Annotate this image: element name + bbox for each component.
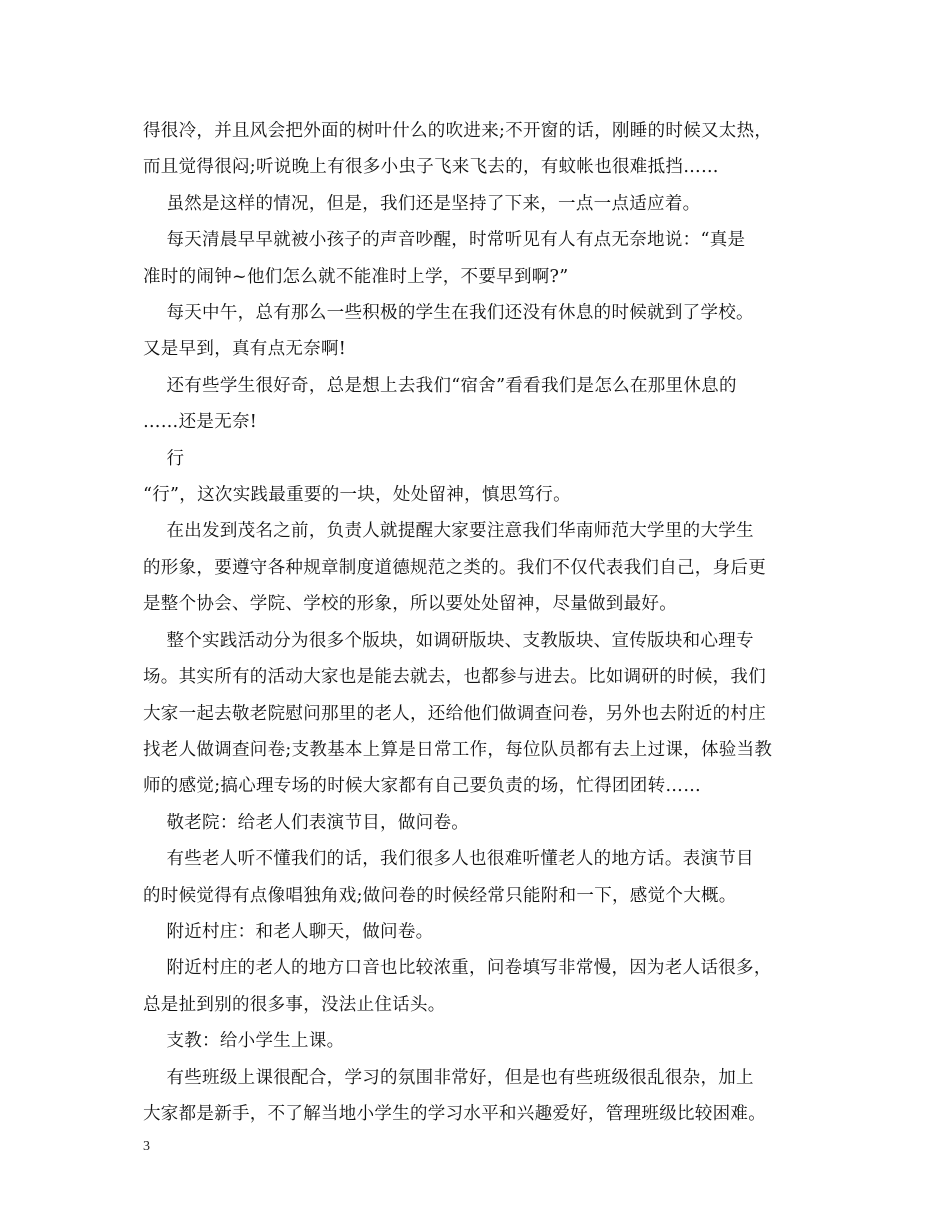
body-text (143, 113, 823, 1132)
text-line: 还有些学生很好奇，总是想上去我们“宿舍”看看我们是怎么在那里休息的 (143, 375, 737, 396)
text-line: 敬老院：给老人们表演节目，做问卷。 (143, 812, 470, 833)
text-line: 大家一起去敬老院慰问那里的老人，还给他们做调查问卷，另外也去附近的村庄 (143, 703, 766, 724)
text-line: 支教：给小学生上课。 (143, 1031, 345, 1052)
page-number: 3 (143, 1139, 150, 1154)
text-line: 在出发到茂名之前，负责人就提醒大家要注意我们华南师范大学里的大学生 (143, 521, 754, 542)
text-line: 有些老人听不懂我们的话，我们很多人也很难听懂老人的地方话。表演节目 (143, 849, 754, 870)
text-line: “行”，这次实践最重要的一块，处处留神，慎思笃行。 (143, 485, 571, 506)
text-line: 虽然是这样的情况，但是，我们还是坚持了下来，一点一点适应着。 (143, 193, 701, 214)
section-heading: 行 (143, 448, 185, 469)
text-line: 准时的闹钟~他们怎么就不能准时上学，不要早到啊?” (143, 266, 569, 287)
text-line: 是整个协会、学院、学校的形象，所以要处处留神，尽量做到最好。 (143, 594, 677, 615)
text-line: 附近村庄的老人的地方口音也比较浓重，问卷填写非常慢，因为老人话很多， (143, 958, 772, 979)
text-line: 大家都是新手，不了解当地小学生的学习水平和兴趣爱好，管理班级比较困难。 (143, 1103, 766, 1124)
text-line: 的时候觉得有点像唱独角戏;做问卷的时候经常只能附和一下，感觉个大概。 (143, 885, 737, 906)
text-line: 而且觉得很闷;听说晚上有很多小虫子飞来飞去的，有蚊帐也很难抵挡…… (143, 157, 719, 178)
text-line: 找老人做调查问卷;支教基本上算是日常工作，每位队员都有去上过课，体验当教 (143, 739, 773, 760)
text-line: 又是早到，真有点无奈啊! (143, 339, 347, 360)
text-line: 得很冷，并且风会把外面的树叶什么的吹进来;不开窗的话，刚睡的时候又太热， (143, 121, 773, 141)
text-line: 整个实践活动分为很多个版块，如调研版块、支教版块、宣传版块和心理专 (143, 630, 754, 651)
text-line: 每天清晨早早就被小孩子的声音吵醒，时常听见有人有点无奈地说：“真是 (143, 230, 746, 251)
text-line: 的形象，要遵守各种规章制度道德规范之类的。我们不仅代表我们自己，身后更 (143, 557, 766, 578)
text-line: 场。其实所有的活动大家也是能去就去，也都参与进去。比如调研的时候，我们 (143, 667, 766, 688)
text-line: 每天中午，总有那么一些积极的学生在我们还没有休息的时候就到了学校。 (143, 303, 754, 324)
text-line: 附近村庄：和老人聊天，做问卷。 (143, 921, 434, 942)
text-line: 有些班级上课很配合，学习的氛围非常好，但是也有些班级很乱很杂，加上 (143, 1067, 754, 1088)
text-line: ……还是无奈! (143, 412, 258, 433)
text-line: 总是扯到别的很多事，没法止住话头。 (143, 994, 446, 1015)
text-line: 师的感觉;搞心理专场的时候大家都有自己要负责的场，忙得团团转…… (143, 776, 701, 797)
